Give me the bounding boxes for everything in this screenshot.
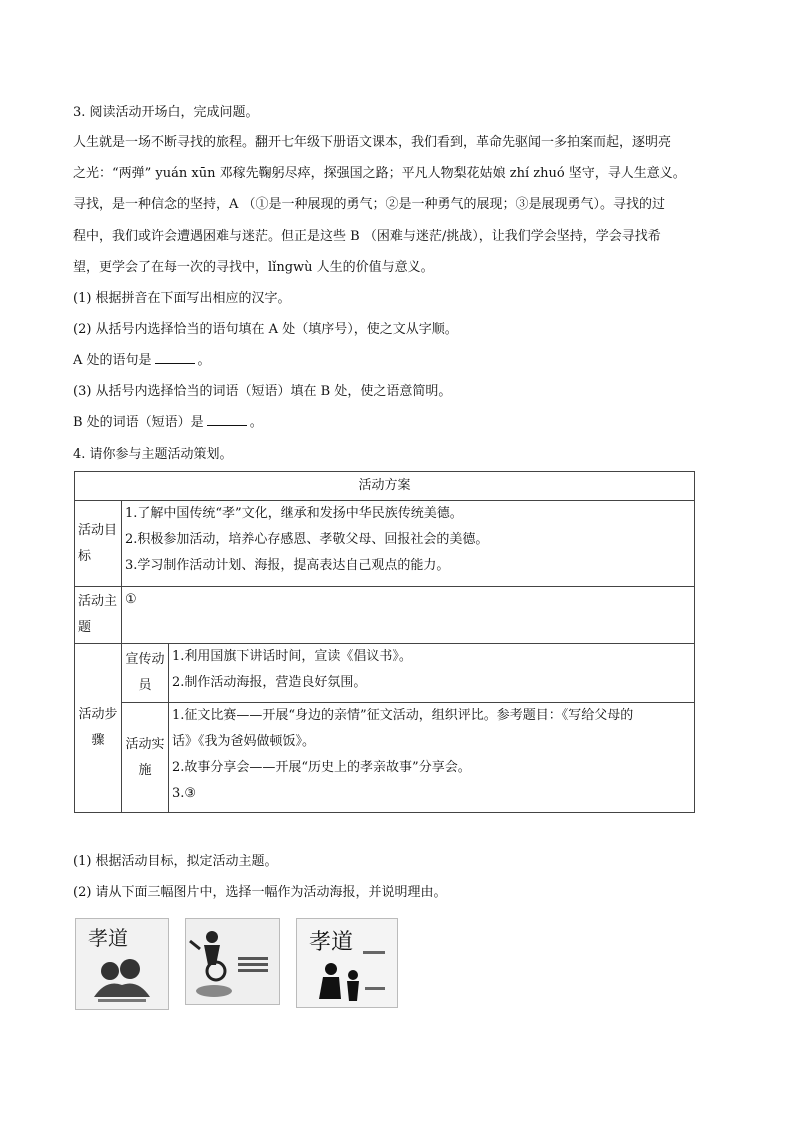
q3-sub1: (1) 根据拼音在下面写出相应的汉字。 [73, 291, 291, 306]
q4-title: 4. 请你参与主题活动策划。 [73, 447, 233, 462]
q3-sub2: (2) 从括号内选择恰当的语句填在 A 处（填序号），使之文从字顺。 [73, 322, 458, 337]
step-item: 2.故事分享会——开展“历史上的孝亲故事”分享会。 [172, 760, 471, 775]
poster-3-title: 孝道 [309, 930, 354, 955]
q3-sub2-answer [73, 351, 211, 371]
theme-value[interactable]: ① [122, 587, 695, 644]
poster-1-image[interactable] [75, 918, 169, 1010]
poster-2-image[interactable] [185, 918, 280, 1005]
q3-title: 3. 阅读活动开场白，完成问题。 [73, 105, 259, 120]
step-item: 话》《我为爸妈做顿饭》。 [172, 734, 316, 749]
q3-passage-line-4: 程中，我们或许会遭遇困难与迷茫。但正是这些 B （困难与迷茫/挑战），让我们学会坚持，学会寻找希 [73, 229, 661, 244]
q3-passage-line-1: 人生就是一场不断寻找的旅程。翻开七年级下册语文课本，我们看到，革命先驱闻一多拍案而起，逐明亮 [73, 135, 672, 150]
role-propaganda-label: 宣传动员 [122, 644, 169, 703]
theme-label: 活动主题 [75, 587, 122, 644]
poster-3-illustration [297, 919, 397, 1007]
q4-sub1: (1) 根据活动目标，拟定活动主题。 [73, 854, 278, 869]
q3-sub3-answer-prefix: B 处的词语（短语）是 [73, 415, 204, 430]
goal-label: 活动目标 [75, 501, 122, 587]
activity-plan-table [74, 471, 695, 813]
goal-item: 1.了解中国传统“孝”文化，继承和发扬中华民族传统美德。 [125, 506, 463, 521]
q3-sub2-answer-suffix: 。 [197, 353, 211, 368]
answer-blank[interactable] [207, 413, 247, 426]
role-implementation-items [169, 703, 695, 813]
q3-sub3-answer [73, 413, 263, 433]
role-implementation-label: 活动实施 [122, 703, 169, 813]
goal-list [122, 501, 695, 587]
answer-blank[interactable] [155, 351, 195, 364]
step-item: 2.制作活动海报，营造良好氛围。 [172, 675, 367, 690]
goal-item: 3.学习制作活动计划、海报，提高表达自己观点的能力。 [125, 558, 450, 573]
q3-passage-line-3: 寻找，是一种信念的坚持，A （①是一种展现的勇气；②是一种勇气的展现；③是展现勇气）。寻找的过 [73, 197, 666, 212]
poster-1-illustration [76, 919, 168, 1009]
step-item[interactable]: 3.③ [172, 786, 197, 801]
step-item: 1.利用国旗下讲话时间，宣读《倡议书》。 [172, 649, 412, 664]
steps-label: 活动步骤 [75, 644, 122, 813]
poster-3-image[interactable] [296, 918, 398, 1008]
q4-sub2: (2) 请从下面三幅图片中，选择一幅作为活动海报，并说明理由。 [73, 885, 447, 900]
poster-2-illustration [186, 919, 279, 1004]
poster-1-title: 孝道 [88, 926, 128, 950]
q3-passage-line-2: 之光：“两弹” yuán xūn 邓稼先鞠躬尽瘁，探强国之路；平凡人物梨花姑娘 zhí zhuó 坚守，寻人生意义。 [73, 166, 686, 181]
q3-sub2-answer-prefix: A 处的语句是 [73, 353, 152, 368]
q3-sub3-answer-suffix: 。 [249, 415, 263, 430]
role-propaganda-items [169, 644, 695, 703]
table-header: 活动方案 [75, 472, 695, 501]
q3-sub3: (3) 从括号内选择恰当的词语（短语）填在 B 处，使之语意简明。 [73, 384, 452, 399]
goal-item: 2.积极参加活动，培养心存感恩、孝敬父母、回报社会的美德。 [125, 532, 489, 547]
q3-passage-line-5: 望，更学会了在每一次的寻找中，lǐngwù 人生的价值与意义。 [73, 260, 434, 275]
step-item: 1.征文比赛——开展“身边的亲情”征文活动，组织评比。参考题目：《写给父母的 [172, 708, 634, 723]
